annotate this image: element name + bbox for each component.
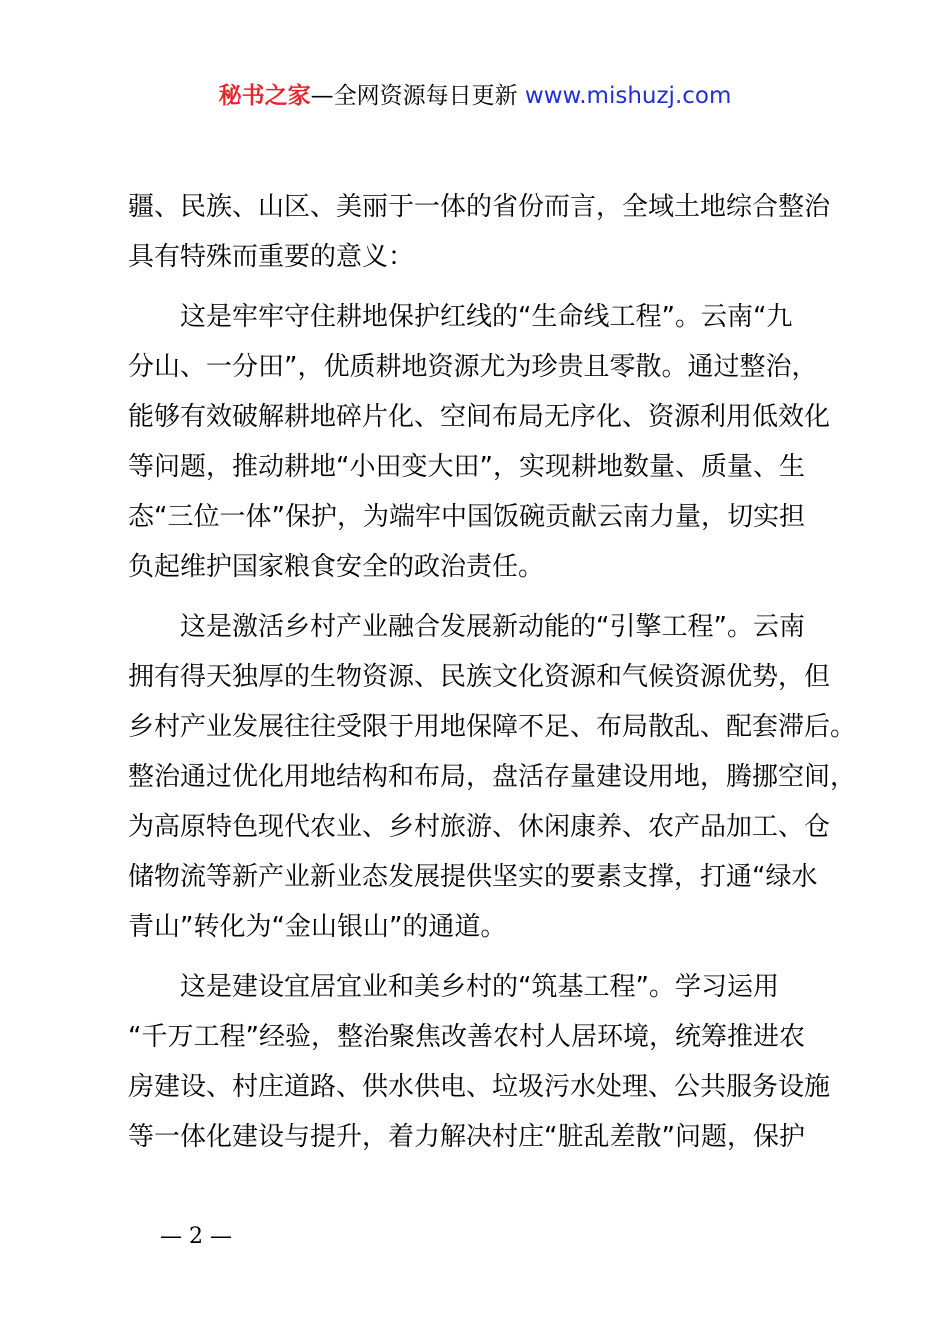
text-line: 负起维护国家粮食安全的政治责任。 [128, 552, 545, 582]
text-line: 等问题，推动耕地“小田变大田”，实现耕地数量、质量、生 [128, 452, 805, 482]
site-slogan: —全网资源每日更新 [310, 83, 518, 109]
page-number: — 2 — [160, 1224, 232, 1249]
text-line: 房建设、村庄道路、供水供电、垃圾污水处理、公共服务设施 [128, 1072, 831, 1102]
text-line: 具有特殊而重要的意义： [128, 242, 415, 272]
text-line: 拥有得天独厚的生物资源、民族文化资源和气候资源优势，但 [128, 662, 831, 692]
paragraph-lifeline-project [128, 292, 838, 592]
text-line: 为高原特色现代农业、乡村旅游、休闲康养、农产品加工、仓 [128, 812, 831, 842]
text-line: 能够有效破解耕地碎片化、空间布局无序化、资源利用低效化 [128, 402, 831, 432]
paragraph-foundation-project [128, 962, 838, 1162]
text-line: 分山、一分田”，优质耕地资源尤为珍贵且零散。通过整治， [128, 352, 818, 382]
site-url-link[interactable]: www.mishuzj.com [524, 83, 732, 109]
document-body [128, 182, 857, 1162]
text-line: 青山”转化为“金山银山”的通道。 [128, 912, 507, 942]
paragraph-continuation [128, 182, 838, 282]
site-header [0, 80, 950, 112]
text-line: 乡村产业发展往往受限于用地保障不足、布局散乱、配套滞后。 [128, 712, 857, 742]
paragraph-engine-project [128, 602, 857, 952]
text-line: “千万工程”经验，整治聚焦改善农村人居环境，统筹推进农 [128, 1022, 805, 1052]
text-line: 这是牢牢守住耕地保护红线的“生命线工程”。云南“九 [180, 302, 793, 332]
text-line: 这是激活乡村产业融合发展新动能的“引擎工程”。云南 [180, 612, 805, 642]
text-line: 疆、民族、山区、美丽于一体的省份而言，全域土地综合整治 [128, 192, 831, 222]
text-line: 这是建设宜居宜业和美乡村的“筑基工程”。学习运用 [180, 972, 779, 1002]
text-line: 储物流等新产业新业态发展提供坚实的要素支撑，打通“绿水 [128, 862, 818, 892]
site-brand: 秘书之家 [218, 83, 311, 109]
text-line: 等一体化建设与提升，着力解决村庄“脏乱差散”问题，保护 [128, 1122, 805, 1152]
text-line: 整治通过优化用地结构和布局，盘活存量建设用地，腾挪空间， [128, 762, 857, 792]
text-line: 态“三位一体”保护，为端牢中国饭碗贡献云南力量，切实担 [128, 502, 805, 532]
